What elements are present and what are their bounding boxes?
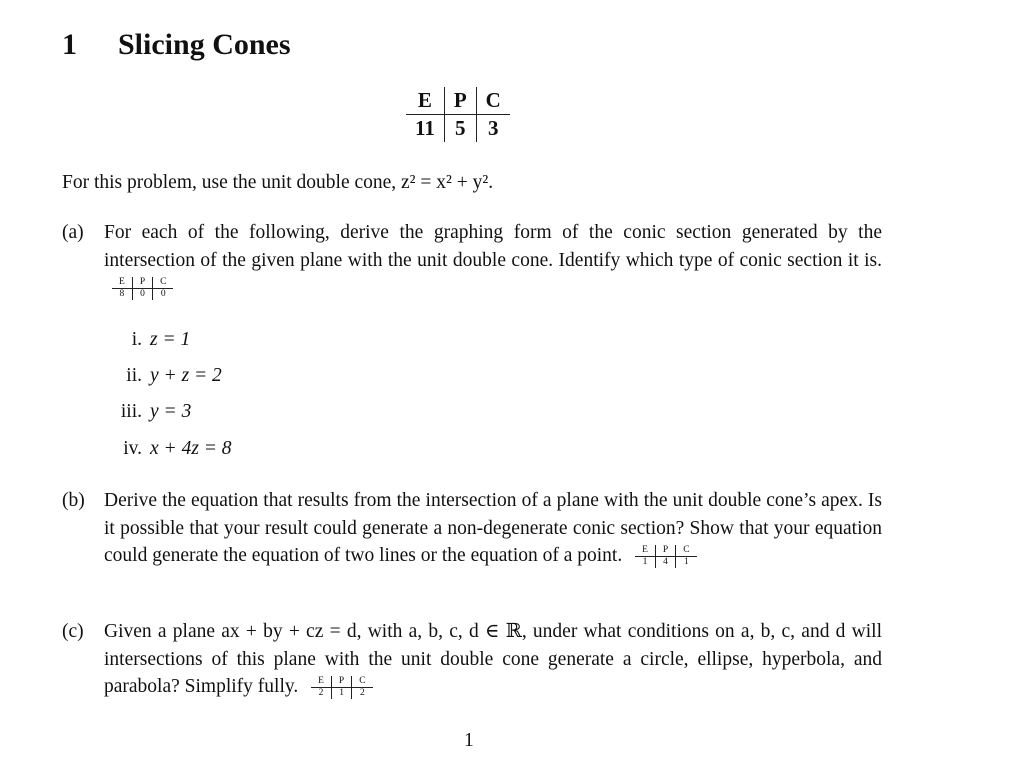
section-heading bbox=[62, 28, 291, 62]
mini-value-e: 2 bbox=[318, 688, 324, 699]
mini-header-e: E bbox=[112, 277, 132, 289]
points-value-p: 5 bbox=[444, 115, 476, 143]
points-value-e: 11 bbox=[415, 116, 435, 140]
mini-header-p: P bbox=[132, 277, 152, 289]
intro-text: For this problem, use the unit double cone, z² = x² + y². bbox=[62, 172, 494, 193]
subpart-equation: x + 4z = 8 bbox=[150, 438, 232, 459]
part-a bbox=[62, 219, 882, 302]
part-b-label: (b) bbox=[62, 490, 85, 511]
mini-header-c: C bbox=[153, 277, 174, 289]
subpart-label: ii. bbox=[126, 365, 142, 386]
part-b-points bbox=[635, 545, 696, 568]
part-b bbox=[62, 487, 882, 570]
part-c-text: Given a plane ax + by + cz = d, with a, b, c, d ∈ ℝ, under what conditions on a, b, c, and d will intersections of this plane with the unit double cone generate a circle, ellipse, hyperbola, and parabola? Simplify fully. bbox=[104, 621, 882, 697]
mini-header-e: E bbox=[635, 545, 655, 557]
part-b-text: Derive the equation that results from the intersection of a plane with the unit double cone’s apex. Is it possible that your result could generate a non-degenerate conic section? Show that your equation could generate the equation of two lines or the equation of a point. bbox=[104, 490, 882, 566]
mini-header-c: C bbox=[352, 676, 373, 688]
mini-value-e: 1 bbox=[642, 557, 648, 568]
points-header-p: P bbox=[444, 87, 476, 115]
page-number: 1 bbox=[464, 730, 474, 751]
mini-header-p: P bbox=[331, 676, 351, 688]
points-table bbox=[406, 87, 510, 142]
mini-value-c: 1 bbox=[676, 557, 697, 569]
subpart-label: iv. bbox=[123, 438, 142, 459]
subpart-ii bbox=[104, 362, 222, 389]
section-title: Slicing Cones bbox=[118, 28, 291, 61]
points-value-c: 3 bbox=[476, 115, 510, 143]
mini-value-p: 1 bbox=[331, 688, 351, 700]
subpart-iv bbox=[104, 435, 232, 462]
part-c bbox=[62, 618, 882, 701]
mini-header-c: C bbox=[676, 545, 697, 557]
points-header-e: E bbox=[406, 87, 444, 115]
mini-value-c: 0 bbox=[153, 289, 174, 301]
subpart-iii bbox=[104, 398, 191, 425]
mini-header-e: E bbox=[311, 676, 331, 688]
part-c-points bbox=[311, 676, 372, 699]
mini-value-e: 8 bbox=[119, 289, 125, 300]
mini-value-c: 2 bbox=[352, 688, 373, 700]
part-a-points bbox=[112, 277, 173, 300]
mini-value-p: 0 bbox=[132, 289, 152, 301]
subpart-label: i. bbox=[131, 329, 142, 350]
part-c-label: (c) bbox=[62, 621, 84, 642]
mini-value-p: 4 bbox=[655, 557, 675, 569]
subpart-equation: y = 3 bbox=[150, 401, 192, 422]
subpart-equation: y + z = 2 bbox=[150, 365, 222, 386]
section-number: 1 bbox=[62, 28, 77, 61]
part-a-label: (a) bbox=[62, 222, 84, 243]
subpart-label: iii. bbox=[120, 401, 142, 422]
subpart-i bbox=[104, 326, 190, 353]
part-a-text: For each of the following, derive the graphing form of the conic section generated by the intersection of the given plane with the unit double cone. Identify which type of conic section it is. bbox=[104, 222, 882, 271]
points-header-c: C bbox=[476, 87, 510, 115]
subpart-equation: z = 1 bbox=[150, 329, 191, 350]
mini-header-p: P bbox=[655, 545, 675, 557]
